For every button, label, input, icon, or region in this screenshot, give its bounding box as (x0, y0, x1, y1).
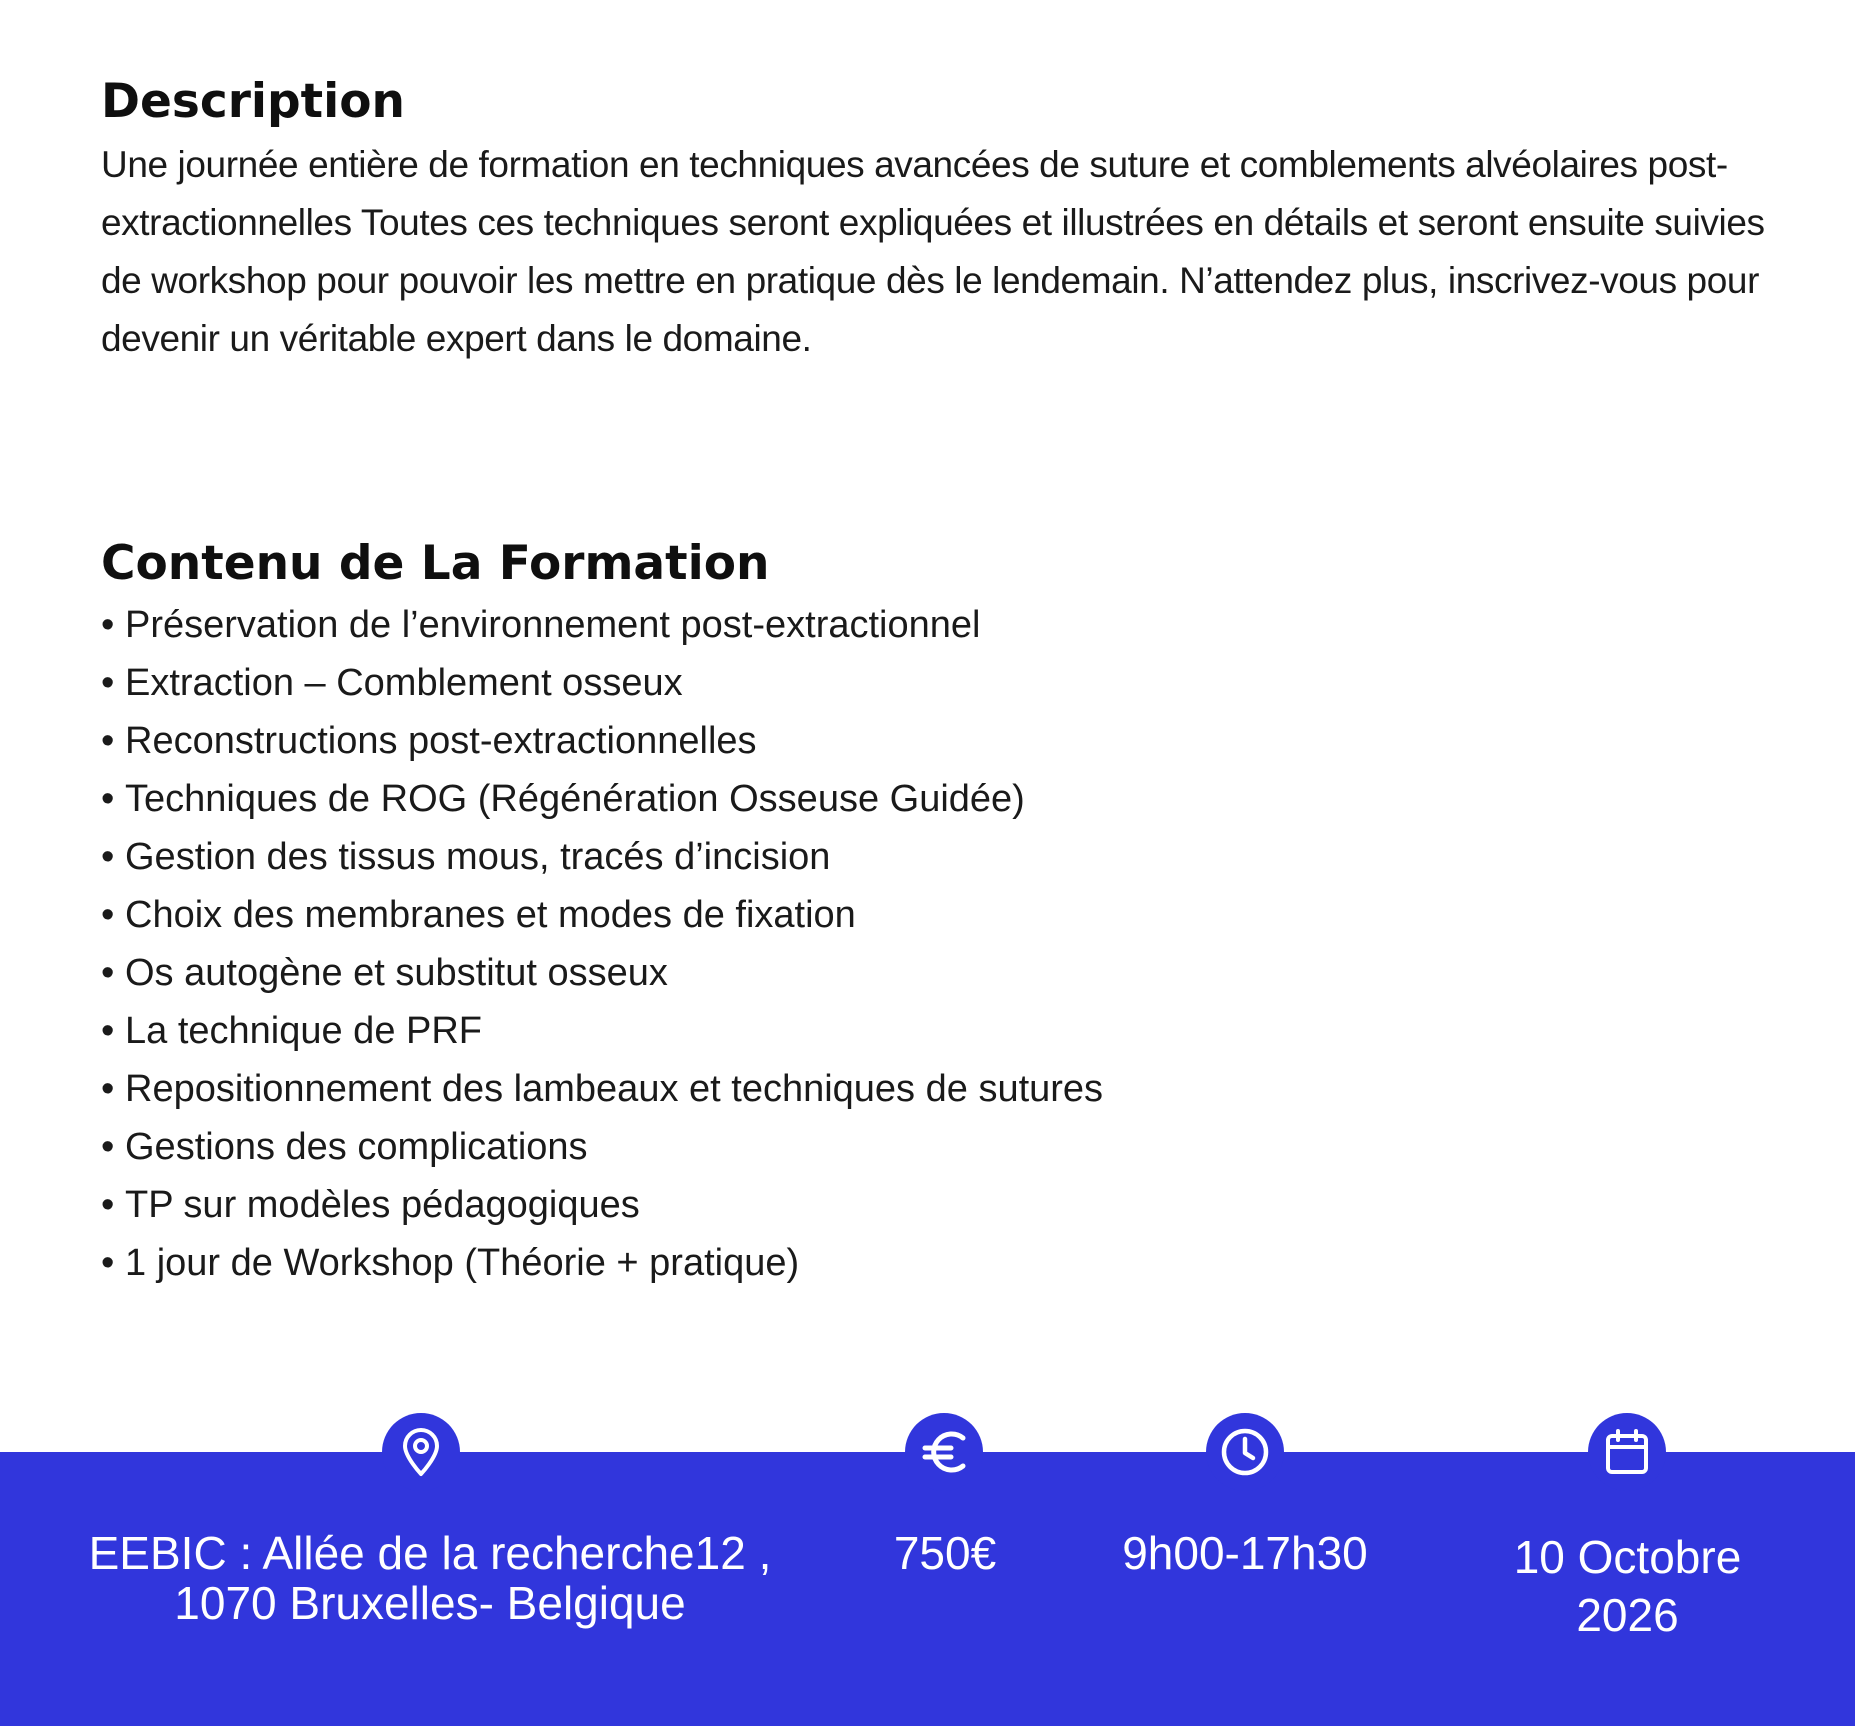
hours-text: 9h00-17h30 (1122, 1527, 1368, 1579)
list-item-text: 1 jour de Workshop (Théorie + pratique) (125, 1242, 800, 1284)
bullet: • (101, 952, 115, 994)
bullet: • (101, 604, 115, 646)
list-item-text: Os autogène et substitut osseux (125, 952, 668, 994)
list-item (101, 1002, 1103, 1060)
list-item (101, 1176, 1103, 1234)
location-line1: EEBIC : Allée de la recherche12 , (88, 1527, 772, 1579)
euro-icon (905, 1413, 983, 1491)
bullet: • (101, 720, 115, 762)
list-item (101, 596, 1103, 654)
price-text: 750€ (893, 1527, 997, 1579)
list-item-text: Préservation de l’environnement post-extractionnel (125, 604, 981, 646)
list-item (101, 1118, 1103, 1176)
list-item (101, 944, 1103, 1002)
list-item (101, 886, 1103, 944)
list-item (101, 654, 1103, 712)
list-item-text: Techniques de ROG (Régénération Osseuse Guidée) (125, 778, 1025, 820)
contenu-list (101, 596, 1103, 1292)
list-item-text: Reconstructions post-extractionnelles (125, 720, 757, 762)
list-item-text: TP sur modèles pédagogiques (125, 1184, 640, 1226)
list-item-text: La technique de PRF (125, 1010, 483, 1052)
list-item-text: Gestion des tissus mous, tracés d’incision (125, 836, 831, 878)
date-text (1460, 1528, 1795, 1644)
list-item-text: Choix des membranes et modes de fixation (125, 894, 856, 936)
bullet: • (101, 1242, 115, 1284)
list-item (101, 770, 1103, 828)
bullet: • (101, 1068, 115, 1110)
clock-icon (1206, 1413, 1284, 1491)
list-item (101, 1234, 1103, 1292)
calendar-icon (1588, 1413, 1666, 1491)
date-line2: 2026 (1576, 1589, 1679, 1641)
description-text: Une journée entière de formation en techniques avancées de suture et comblements alvéolaires post-extractionnelles Toutes ces techniques seront expliquées et illustrées en détails et seront ensuite suivies de workshop pour pouvoir les mettre en pratique dès le lendemain. N’attendez plus, inscrivez-vous pour devenir un véritable expert dans le domaine. (101, 144, 1765, 359)
bullet: • (101, 1184, 115, 1226)
list-item-text: Gestions des complications (125, 1126, 588, 1168)
list-item (101, 1060, 1103, 1118)
location-pin-icon (382, 1413, 460, 1491)
list-item (101, 828, 1103, 886)
description-title: Description (101, 74, 405, 129)
location-text (40, 1528, 820, 1628)
contenu-title: Contenu de La Formation (101, 536, 770, 591)
location-line2: 1070 Bruxelles- Belgique (174, 1577, 686, 1629)
bullet: • (101, 836, 115, 878)
bullet: • (101, 894, 115, 936)
bullet: • (101, 662, 115, 704)
date-line1: 10 Octobre (1513, 1531, 1742, 1583)
list-item-text: Extraction – Comblement osseux (125, 662, 683, 704)
list-item-text: Repositionnement des lambeaux et techniques de sutures (125, 1068, 1104, 1110)
bullet: • (101, 1010, 115, 1052)
bullet: • (101, 1126, 115, 1168)
list-item (101, 712, 1103, 770)
bullet: • (101, 778, 115, 820)
